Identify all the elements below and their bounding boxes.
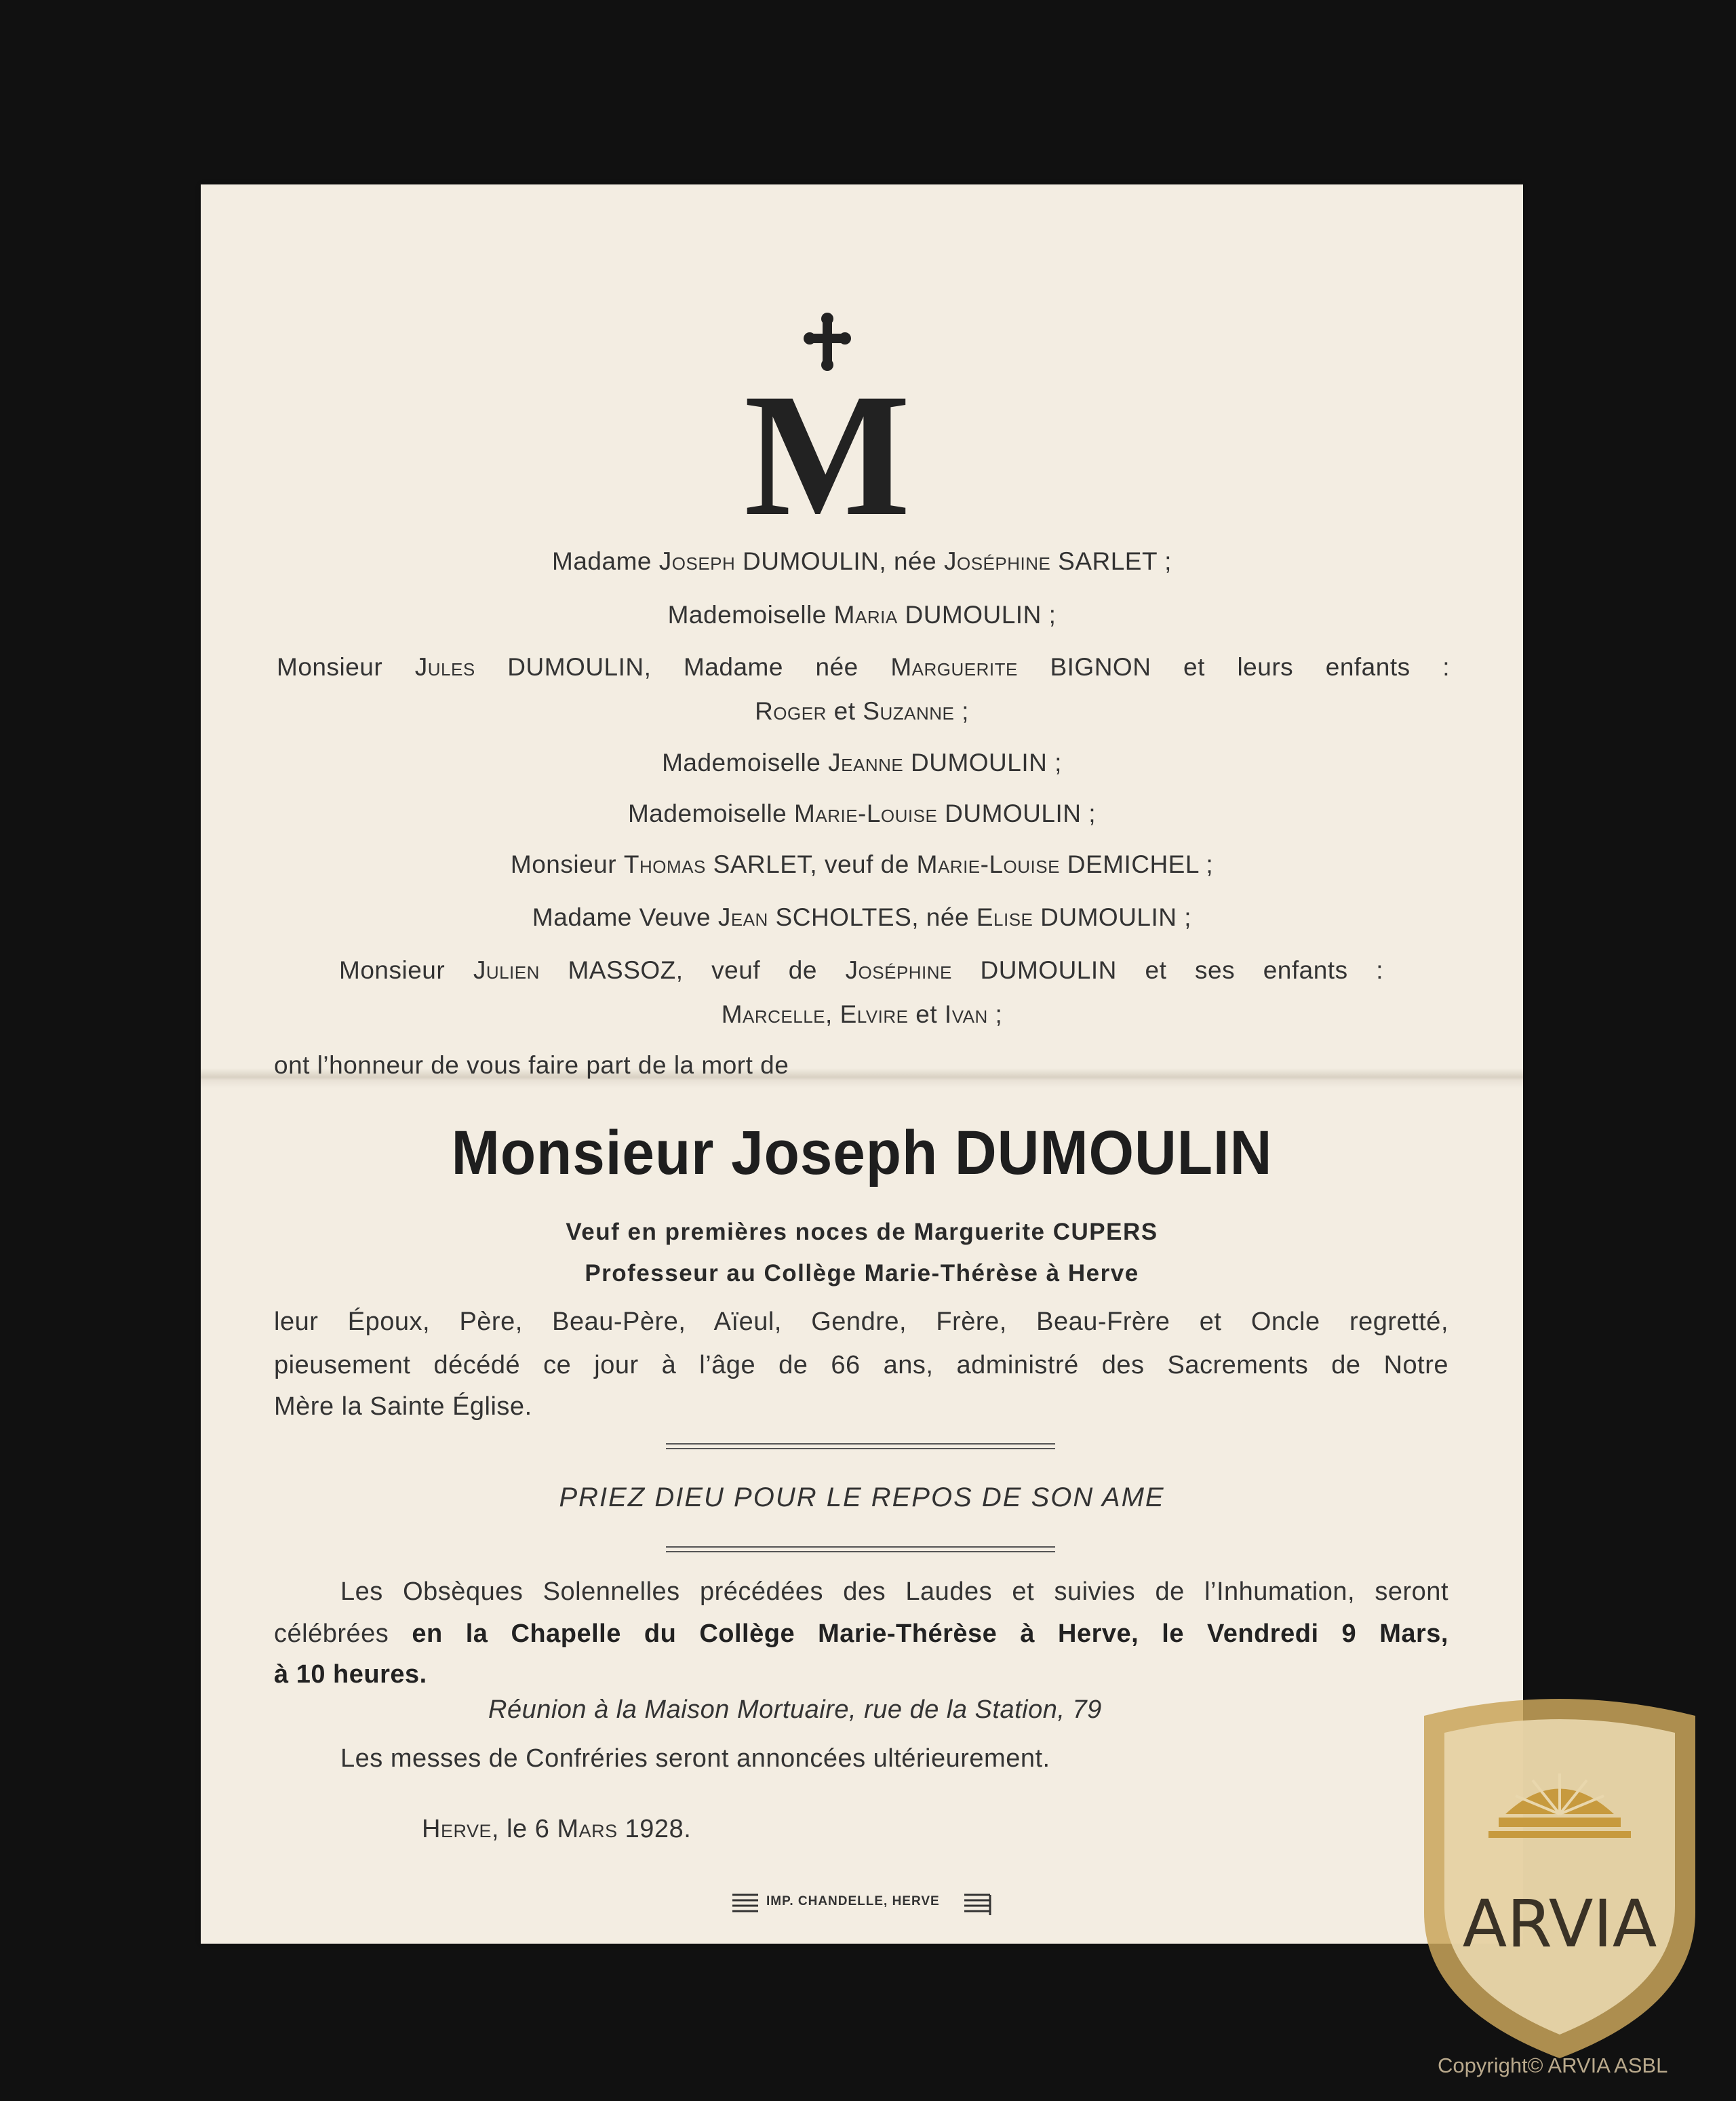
church-line: Mère la Sainte Église. — [274, 1392, 532, 1421]
funeral-line-2: célébrées en la Chapelle du Collège Marie-Thérèse à Herve, le Vendredi 9 Mars, — [274, 1619, 1448, 1648]
family-line-4: Roger et Suzanne ; — [755, 697, 969, 725]
divider-top — [666, 1443, 1055, 1449]
family-line-10: Marcelle, Elvire et Ivan ; — [721, 1000, 1003, 1028]
funeral-line-1: Les Obsèques Solennelles précédées des Laudes et suivies de l’Inhumation, seront — [340, 1577, 1448, 1606]
cross-monogram-icon — [744, 312, 911, 553]
family-line-6: Mademoiselle Marie-Louise DUMOULIN ; — [627, 800, 1097, 827]
svg-text:ARVIA: ARVIA — [1462, 1886, 1657, 1962]
reunion-line: Réunion à la Maison Mortuaire, rue de la Station, 79 — [488, 1695, 1102, 1724]
family-line-9: Monsieur Julien MASSOZ, veuf de Joséphine DUMOULIN et ses enfants : — [339, 956, 1383, 984]
family-line-1: Madame Joseph DUMOULIN, née Joséphine SARLET ; — [552, 547, 1172, 575]
prayer-line: PRIEZ DIEU POUR LE REPOS DE SON AME — [559, 1483, 1165, 1512]
arvia-shield-logo — [1397, 1689, 1722, 2068]
place-date: Herve, le 6 Mars 1928. — [422, 1815, 692, 1843]
family-line-3: Monsieur Jules DUMOULIN, Madame née Marguerite BIGNON et leurs enfants : — [277, 653, 1450, 681]
family-line-5: Mademoiselle Jeanne DUMOULIN ; — [662, 749, 1062, 777]
funeral-time: à 10 heures. — [274, 1660, 427, 1689]
relationship-line: leur Époux, Père, Beau-Père, Aïeul, Gendre, Frère, Beau-Frère et Oncle regretté, — [274, 1308, 1448, 1336]
deceased-profession-line: Professeur au Collège Marie-Thérèse à Herve — [585, 1260, 1139, 1287]
copyright-notice: Copyright© ARVIA ASBL — [1438, 2054, 1668, 2077]
svg-text:M: M — [744, 357, 911, 553]
death-details-line: pieusement décédé ce jour à l’âge de 66 ans, administré des Sacrements de Notre — [274, 1351, 1448, 1379]
family-line-7: Monsieur Thomas SARLET, veuf de Marie-Louise DEMICHEL ; — [510, 850, 1214, 878]
messes-line: Les messes de Confréries seront annoncées ultérieurement. — [340, 1744, 1050, 1773]
family-line-2: Mademoiselle Maria DUMOULIN ; — [667, 601, 1057, 629]
announcement: ont l’honneur de vous faire part de la mort de — [274, 1051, 789, 1079]
family-line-8: Madame Veuve Jean SCHOLTES, née Elise DUMOULIN ; — [532, 903, 1192, 931]
deceased-widower-line: Veuf en premières noces de Marguerite CUPERS — [566, 1219, 1158, 1245]
printer-imprint: IMP. CHANDELLE, HERVE — [766, 1894, 940, 1908]
divider-bottom — [666, 1546, 1055, 1552]
deceased-name: Monsieur Joseph DUMOULIN — [451, 1118, 1273, 1187]
